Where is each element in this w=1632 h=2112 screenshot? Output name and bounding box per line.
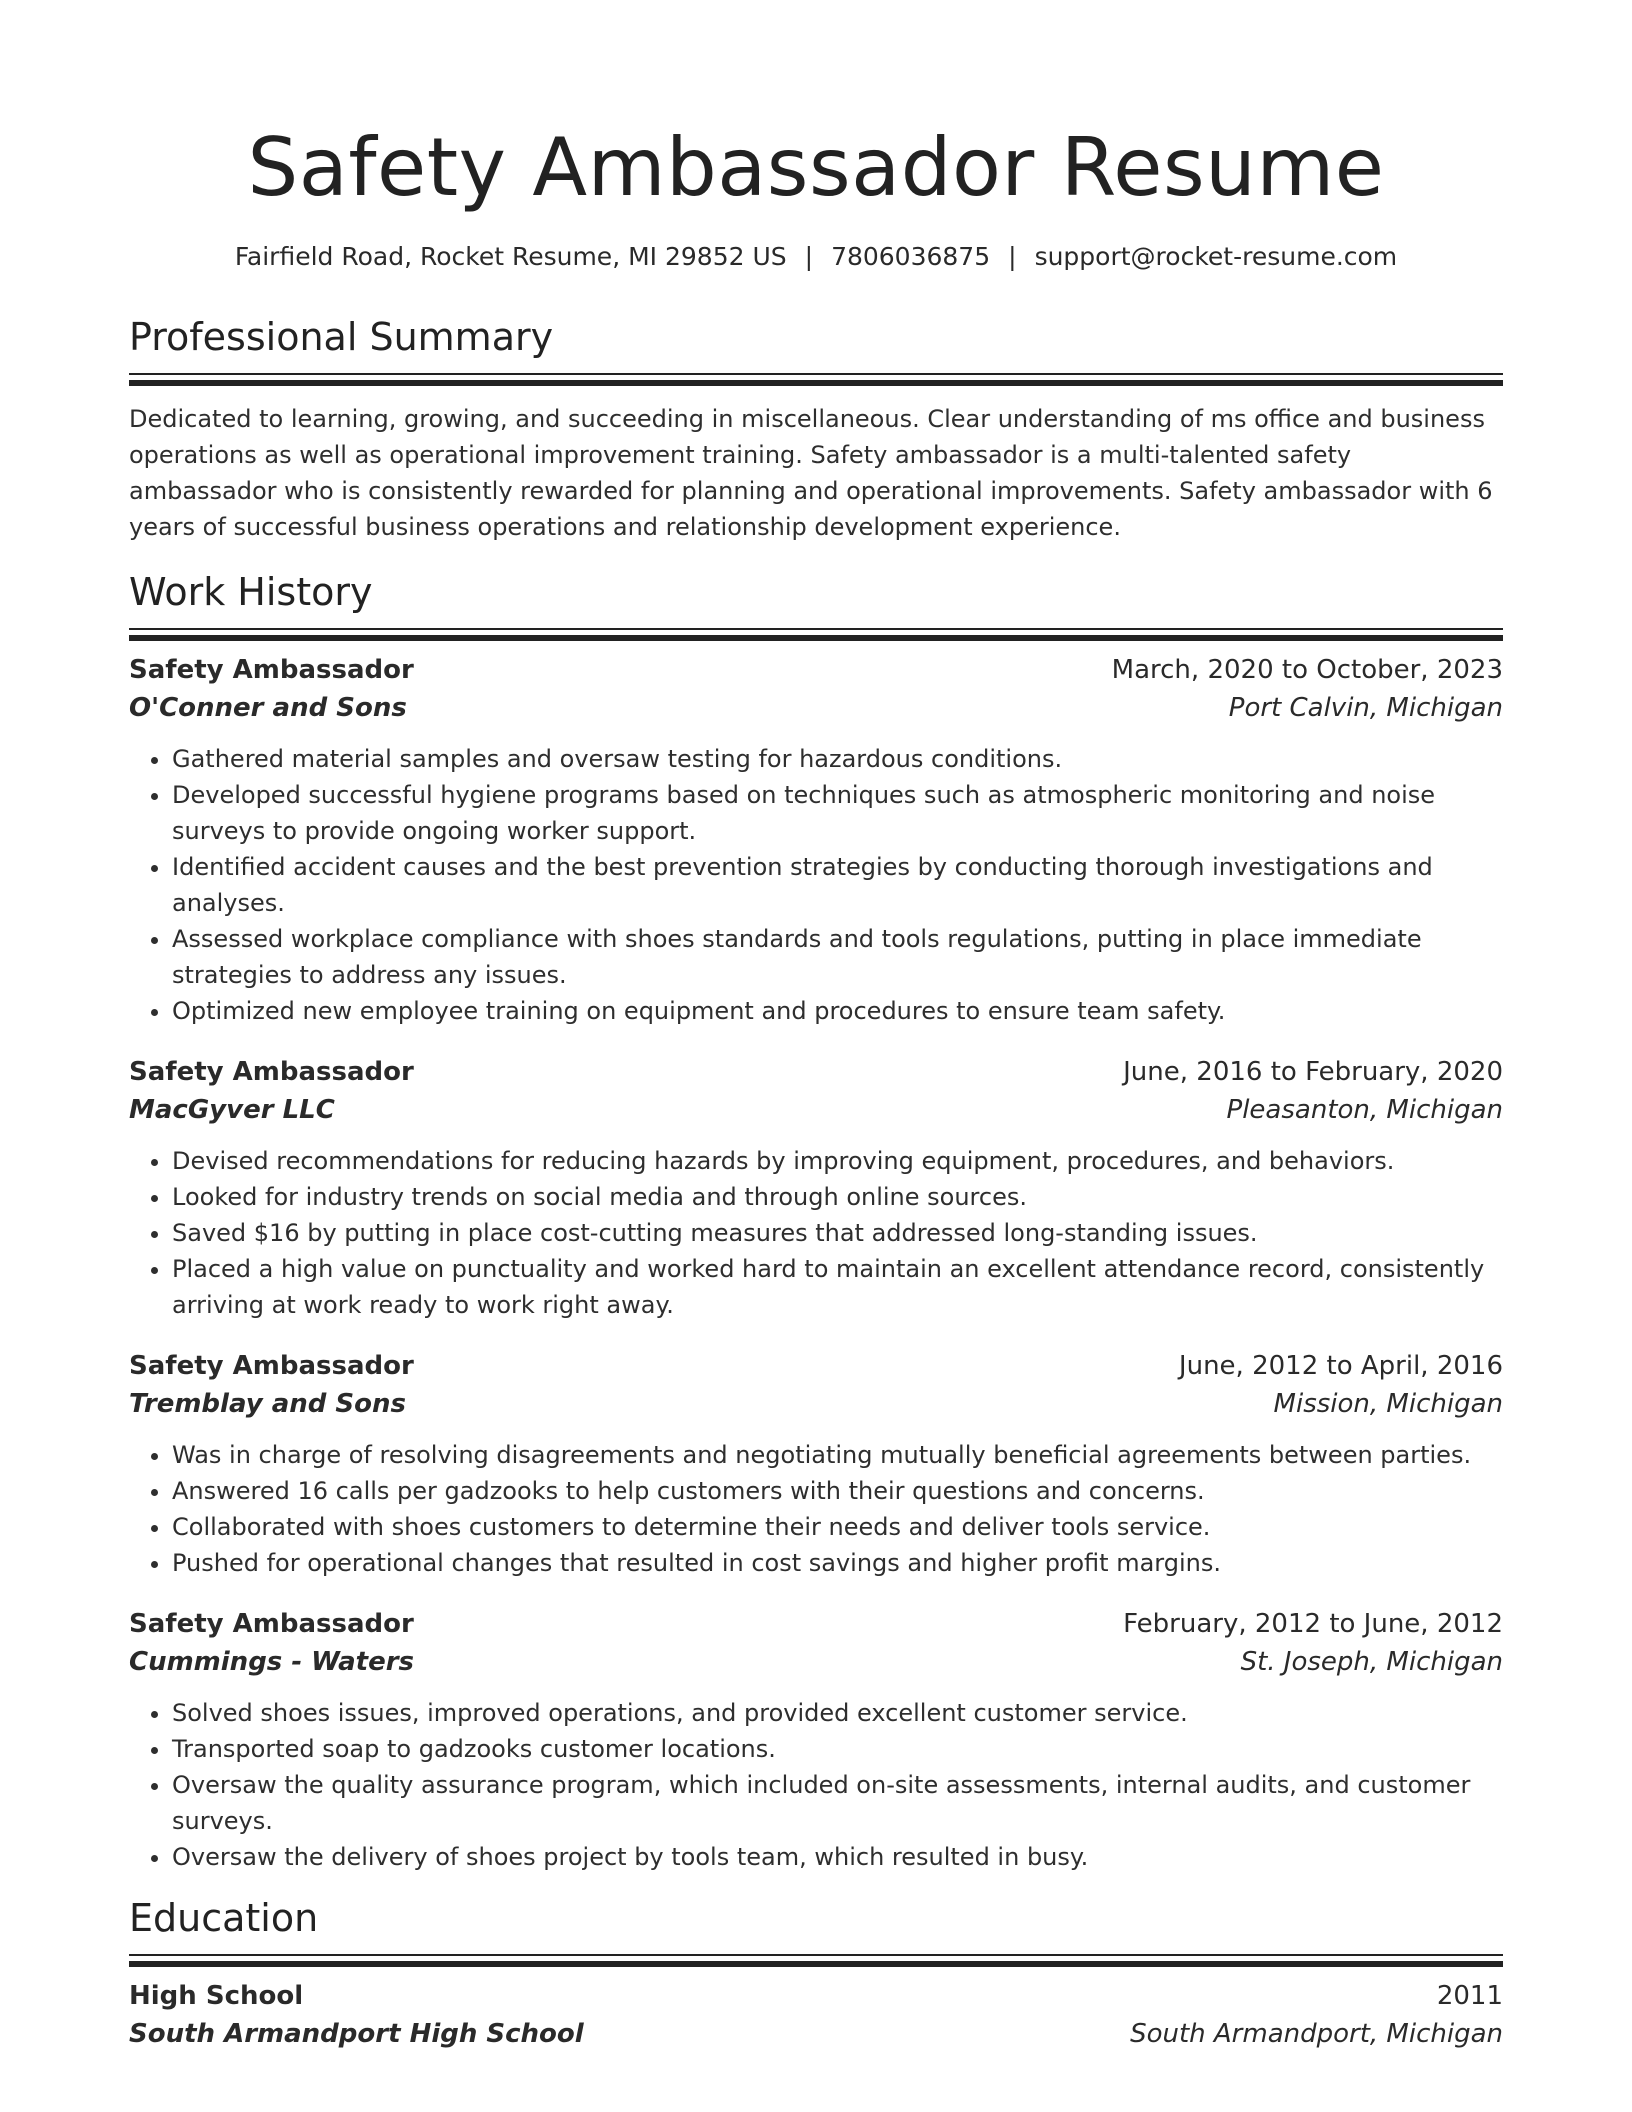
- job-header-row: [129, 651, 1503, 689]
- resume-title: Safety Ambassador Resume: [247, 121, 1385, 214]
- job-location: Mission, Michigan: [1273, 1389, 1503, 1419]
- job-company: O'Conner and Sons: [129, 693, 407, 723]
- job-bullet: • Oversaw the delivery of shoes project by tools team, which resulted in busy.: [172, 1839, 1503, 1875]
- education-location: South Armandport, Michigan: [1130, 2019, 1503, 2049]
- job-bullet: • Was in charge of resolving disagreements and negotiating mutually beneficial agreements between parties.: [172, 1437, 1503, 1473]
- job-bullet: • Looked for industry trends on social media and through online sources.: [172, 1179, 1503, 1215]
- contact-email[interactable]: support@rocket-resume.com: [1034, 242, 1398, 271]
- job-company: Tremblay and Sons: [129, 1389, 406, 1419]
- contact-phone: 7806036875: [831, 242, 991, 271]
- job-company-row: [129, 1091, 1503, 1129]
- job-bullet: • Devised recommendations for reducing hazards by improving equipment, procedures, and behaviors.: [172, 1143, 1503, 1179]
- job-bullet: • Developed successful hygiene programs based on techniques such as atmospheric monitoring and noise surveys to provide ongoing worker support.: [172, 777, 1503, 849]
- job-dates: February, 2012 to June, 2012: [1123, 1609, 1503, 1639]
- job-bullet: • Transported soap to gadzooks customer locations.: [172, 1731, 1503, 1767]
- job-entry: [129, 1053, 1503, 1323]
- job-bullet: • Answered 16 calls per gadzooks to help customers with their questions and concerns.: [172, 1473, 1503, 1509]
- section-divider: [129, 373, 1503, 378]
- job-location: Pleasanton, Michigan: [1226, 1095, 1503, 1125]
- education-degree: High School: [129, 1981, 304, 2011]
- contact-address: Fairfield Road, Rocket Resume, MI 29852 US: [234, 242, 787, 271]
- contact-separator: |: [804, 242, 814, 271]
- education-header-row: [129, 1977, 1503, 2015]
- job-company: MacGyver LLC: [129, 1095, 335, 1125]
- job-bullet: • Identified accident causes and the best prevention strategies by conducting thorough investigations and analyses.: [172, 849, 1503, 921]
- education-entry: [129, 1977, 1503, 2053]
- job-bullets: [129, 1437, 1503, 1581]
- job-company-row: [129, 1643, 1503, 1681]
- education-school: South Armandport High School: [129, 2019, 584, 2049]
- job-bullet: • Solved shoes issues, improved operations, and provided excellent customer service.: [172, 1695, 1503, 1731]
- job-bullet: • Placed a high value on punctuality and worked hard to maintain an excellent attendance record, consistently arriving at work ready to work right away.: [172, 1251, 1503, 1323]
- job-entry: [129, 1347, 1503, 1581]
- education-year: 2011: [1436, 1981, 1503, 2011]
- job-header-row: [129, 1053, 1503, 1091]
- job-company-row: [129, 689, 1503, 727]
- job-dates: March, 2020 to October, 2023: [1111, 655, 1503, 685]
- job-bullet: • Saved $16 by putting in place cost-cutting measures that addressed long-standing issues.: [172, 1215, 1503, 1251]
- job-bullet: • Pushed for operational changes that resulted in cost savings and higher profit margins.: [172, 1545, 1503, 1581]
- education-heading: Education: [129, 1896, 319, 1940]
- education-school-row: [129, 2015, 1503, 2053]
- job-entry: [129, 651, 1503, 1029]
- job-bullet: • Oversaw the quality assurance program, which included on-site assessments, internal audits, and customer surveys.: [172, 1767, 1503, 1839]
- contact-separator: |: [1008, 242, 1017, 271]
- job-location: Port Calvin, Michigan: [1228, 693, 1503, 723]
- work-history-section: [129, 569, 1503, 1875]
- job-header-row: [129, 1605, 1503, 1643]
- summary-text: Dedicated to learning, growing, and succeeding in miscellaneous. Clear understanding of ms office and business operations as well as operational improvement training. Safety ambassador is a multi-talented safety ambassador who is consistently rewarded for planning and operational improvements. Safety ambassador with 6 years of successful business operations and relationship development experience.: [129, 405, 1493, 541]
- job-title: Safety Ambassador: [129, 1351, 414, 1381]
- job-title: Safety Ambassador: [129, 1057, 414, 1087]
- job-company-row: [129, 1385, 1503, 1423]
- job-bullets: [129, 1695, 1503, 1875]
- work-history-heading: Work History: [129, 570, 373, 614]
- section-divider: [129, 1954, 1503, 1959]
- job-dates: June, 2016 to February, 2020: [1123, 1057, 1503, 1087]
- job-entry: [129, 1605, 1503, 1875]
- job-dates: June, 2012 to April, 2016: [1178, 1351, 1503, 1381]
- job-bullets: [129, 741, 1503, 1029]
- job-bullet: • Optimized new employee training on equipment and procedures to ensure team safety.: [172, 993, 1503, 1029]
- job-title: Safety Ambassador: [129, 655, 414, 685]
- section-divider: [129, 628, 1503, 633]
- summary-heading: Professional Summary: [129, 315, 554, 359]
- summary-section: [129, 314, 1503, 545]
- job-company: Cummings - Waters: [129, 1647, 414, 1677]
- contact-line: [129, 240, 1503, 274]
- education-section: [129, 1895, 1503, 2053]
- job-bullet: • Assessed workplace compliance with shoes standards and tools regulations, putting in place immediate strategies to address any issues.: [172, 921, 1503, 993]
- job-title: Safety Ambassador: [129, 1609, 414, 1639]
- job-bullets: [129, 1143, 1503, 1323]
- job-bullet: • Collaborated with shoes customers to determine their needs and deliver tools service.: [172, 1509, 1503, 1545]
- job-location: St. Joseph, Michigan: [1240, 1647, 1503, 1677]
- job-bullet: • Gathered material samples and oversaw testing for hazardous conditions.: [172, 741, 1503, 777]
- job-header-row: [129, 1347, 1503, 1385]
